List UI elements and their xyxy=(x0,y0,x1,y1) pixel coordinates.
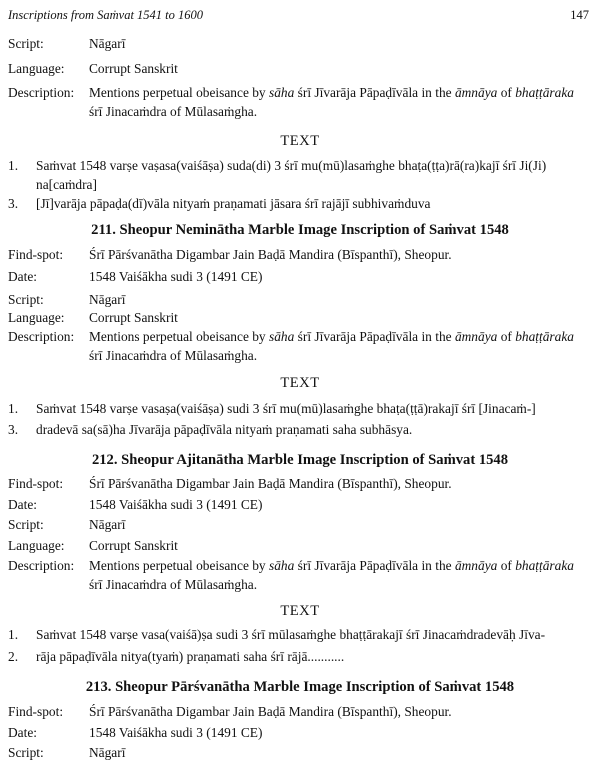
date-label: Date: xyxy=(8,725,37,740)
findspot-value: Śrī Pārśvanātha Digambar Jain Baḍā Mandira (Bīspanthī), Sheopur. xyxy=(89,476,452,491)
line-number: 1. xyxy=(8,158,19,173)
entry-heading-213: 213. Sheopur Pārśvanātha Marble Image Inscription of Saṁvat 1548 xyxy=(85,679,515,695)
description-line-2: śrī Jinacaṁdra of Mūlasaṁgha. xyxy=(89,103,258,119)
script-value: Nāgarī xyxy=(89,745,126,760)
script-label: Script: xyxy=(8,745,44,760)
line-number: 2. xyxy=(8,649,19,664)
date-value: 1548 Vaiśākha sudi 3 (1491 CE) xyxy=(89,269,263,284)
language-label: Language: xyxy=(8,310,65,325)
findspot-label: Find-spot: xyxy=(8,247,64,262)
line-text: Saṁvat 1548 varṣe vasaṣa(vaiśāṣa) sudi 3 śrī mu(mū)lasaṁghe bhaṭa(ṭṭā)rakajī śrī [Jinacaṁ-] xyxy=(36,401,536,416)
date-label: Date: xyxy=(8,269,37,284)
entry-heading-211: 211. Sheopur Neminātha Marble Image Inscription of Saṁvat 1548 xyxy=(91,222,509,238)
date-value: 1548 Vaiśākha sudi 3 (1491 CE) xyxy=(89,725,263,740)
description-label: Description: xyxy=(8,85,75,100)
description-label: Description: xyxy=(8,329,75,344)
findspot-value: Śrī Pārśvanātha Digambar Jain Baḍā Mandira (Bīspanthī), Sheopur. xyxy=(89,704,452,719)
description-line-1: Mentions perpetual obeisance by sāha śrī Jīvarāja Pāpaḍīvāla in the āmnāya of bhaṭṭāraka xyxy=(89,558,574,573)
page-number: 147 xyxy=(570,8,589,22)
text-heading: TEXT xyxy=(280,603,320,619)
script-value: Nāgarī xyxy=(89,292,126,307)
language-label: Language: xyxy=(8,61,65,76)
findspot-label: Find-spot: xyxy=(8,704,64,719)
description-line-1: Mentions perpetual obeisance by sāha śrī Jīvarāja Pāpaḍīvāla in the āmnāya of bhaṭṭāraka xyxy=(89,329,574,344)
entry-heading-212: 212. Sheopur Ajitanātha Marble Image Inscription of Saṁvat 1548 xyxy=(91,452,509,468)
line-text: Saṁvat 1548 varṣe vaṣasa(vaiśāṣa) suda(di) 3 śrī mu(mū)lasaṁghe bhaṭa(ṭṭa)rā(ra)kajī śrī Ji(Ji) na[caṁdra] xyxy=(36,158,547,192)
date-label: Date: xyxy=(8,497,37,512)
language-value: Corrupt Sanskrit xyxy=(89,538,178,553)
description-value xyxy=(89,84,589,121)
text-heading: TEXT xyxy=(280,375,320,391)
line-number: 3. xyxy=(8,196,19,211)
language-label: Language: xyxy=(8,538,65,553)
description-value xyxy=(89,557,589,594)
description-label: Description: xyxy=(8,558,75,573)
running-title: Inscriptions from Saṁvat 1541 to 1600 xyxy=(8,8,204,22)
findspot-label: Find-spot: xyxy=(8,476,64,491)
line-text: [Jī]varāja pāpaḍa(dī)vāla nityaṁ praṇamati jāsara śrī rajājī subhivaṁduva xyxy=(36,196,431,211)
line-number: 1. xyxy=(8,627,19,642)
date-value: 1548 Vaiśākha sudi 3 (1491 CE) xyxy=(89,497,263,512)
script-value: Nāgarī xyxy=(89,36,126,51)
script-value: Nāgarī xyxy=(89,517,126,532)
script-label: Script: xyxy=(8,517,44,532)
description-line-2: śrī Jinacaṁdra of Mūlasaṁgha. xyxy=(89,576,258,592)
language-value: Corrupt Sanskrit xyxy=(89,310,178,325)
description-line-1: Mentions perpetual obeisance by sāha śrī Jīvarāja Pāpaḍīvāla in the āmnāya of bhaṭṭāraka xyxy=(89,85,574,100)
line-text: dradevā sa(sā)ha Jīvarāja pāpaḍīvāla nityaṁ praṇamati saha subhāsya. xyxy=(36,422,413,437)
line-text: Saṁvat 1548 varṣe vasa(vaiśā)ṣa sudi 3 śrī mūlasaṁghe bhaṭṭārakajī śrī Jinacaṁdradevāḥ Jīva- xyxy=(36,627,546,642)
script-label: Script: xyxy=(8,292,44,307)
line-number: 3. xyxy=(8,422,19,437)
line-number: 1. xyxy=(8,401,19,416)
language-value: Corrupt Sanskrit xyxy=(89,61,178,76)
text-heading: TEXT xyxy=(280,133,320,149)
findspot-value: Śrī Pārśvanātha Digambar Jain Baḍā Mandira (Bīspanthī), Sheopur. xyxy=(89,247,452,262)
description-value xyxy=(89,328,589,365)
script-label: Script: xyxy=(8,36,44,51)
line-text: rāja pāpaḍīvāla nitya(tyaṁ) praṇamati saha śrī rājā........... xyxy=(36,649,345,664)
running-head xyxy=(8,8,592,26)
description-line-2: śrī Jinacaṁdra of Mūlasaṁgha. xyxy=(89,347,258,363)
